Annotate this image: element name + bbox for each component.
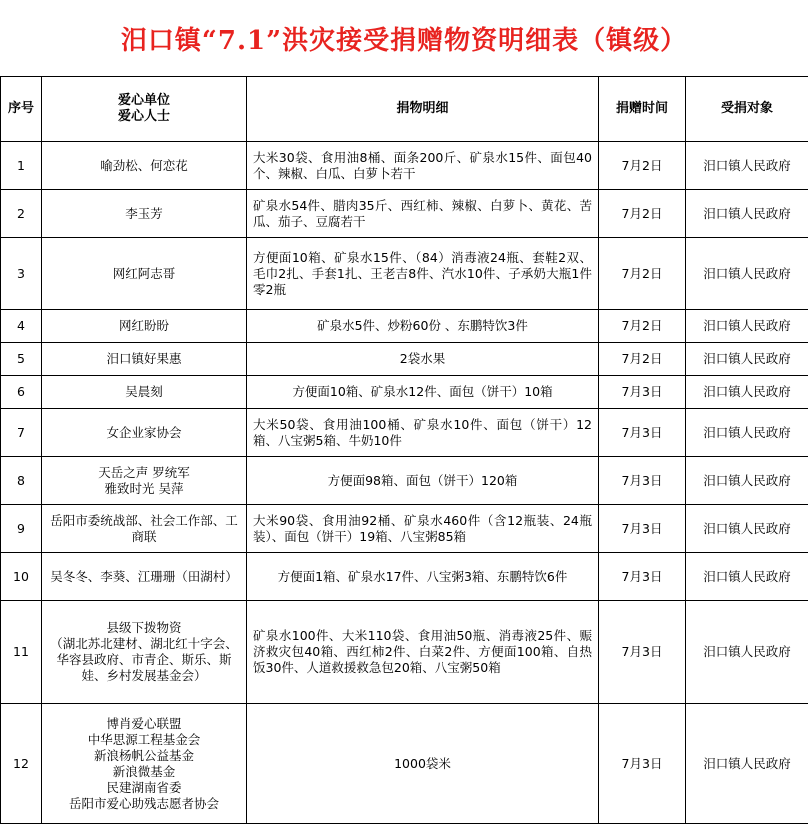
donor-line: 县级下拨物资 [46,620,242,636]
row-recipient: 汨口镇人民政府 [686,190,808,238]
row-index: 9 [1,505,42,553]
donor-line: 民建湖南省委 [46,780,242,796]
donor-line: 天岳之声 罗统军 [46,465,242,481]
row-time: 7月2日 [599,343,686,376]
row-donor [42,142,247,190]
row-recipient: 汨口镇人民政府 [686,343,808,376]
header-detail: 捐物明细 [247,77,599,142]
row-recipient: 汨口镇人民政府 [686,142,808,190]
row-time: 7月3日 [599,457,686,505]
table-row [1,142,808,190]
row-recipient: 汨口镇人民政府 [686,704,808,824]
donor-line: 李玉芳 [46,206,242,222]
table-row [1,505,808,553]
row-time: 7月2日 [599,238,686,310]
table-row [1,704,808,824]
donor-line: 网红阿志哥 [46,266,242,282]
table-row [1,310,808,343]
row-index: 7 [1,409,42,457]
row-index: 8 [1,457,42,505]
row-index: 3 [1,238,42,310]
row-time: 7月2日 [599,142,686,190]
row-detail: 方便面1箱、矿泉水17件、八宝粥3箱、东鹏特饮6件 [247,553,599,601]
header-donor-line1: 爱心单位 [46,93,242,109]
donor-line: 吴晨刻 [46,384,242,400]
row-detail: 大米90袋、食用油92桶、矿泉水460件（含12瓶装、24瓶装）、面包（饼干）19箱、八宝粥85箱 [247,505,599,553]
row-time: 7月2日 [599,190,686,238]
donation-table [0,76,808,824]
row-time: 7月3日 [599,505,686,553]
row-donor [42,457,247,505]
page-title: 汨口镇“7.1”洪灾接受捐赠物资明细表（镇级） [0,0,808,76]
donor-line: 喻劲松、何恋花 [46,158,242,174]
table-row [1,601,808,704]
row-donor [42,505,247,553]
table-row [1,238,808,310]
row-donor [42,343,247,376]
header-donor [42,77,247,142]
table-row [1,409,808,457]
donor-line: 雅致时光 吴萍 [46,481,242,497]
header-donor-line2: 爱心人士 [46,109,242,125]
row-time: 7月2日 [599,310,686,343]
row-recipient: 汨口镇人民政府 [686,553,808,601]
row-donor [42,553,247,601]
row-index: 4 [1,310,42,343]
donor-line: 吴冬冬、李葵、江珊珊（田湖村） [46,569,242,585]
row-time: 7月3日 [599,704,686,824]
donor-line: 博肖爱心联盟 [46,716,242,732]
donor-line: 岳阳市委统战部、社会工作部、工商联 [46,513,242,545]
table-row [1,376,808,409]
header-recipient: 受捐对象 [686,77,808,142]
donor-line: 中华思源工程基金会 [46,732,242,748]
row-recipient: 汨口镇人民政府 [686,376,808,409]
row-donor [42,376,247,409]
table-row [1,190,808,238]
row-detail: 大米50袋、食用油100桶、矿泉水10件、面包（饼干）12箱、八宝粥5箱、牛奶10件 [247,409,599,457]
row-detail: 大米30袋、食用油8桶、面条200斤、矿泉水15件、面包40个、辣椒、白瓜、白萝卜若干 [247,142,599,190]
row-donor [42,190,247,238]
row-donor [42,409,247,457]
row-donor [42,601,247,704]
row-detail: 矿泉水54件、腊肉35斤、西红柿、辣椒、白萝卜、黄花、苦瓜、茄子、豆腐若干 [247,190,599,238]
row-index: 12 [1,704,42,824]
row-donor [42,238,247,310]
header-time: 捐赠时间 [599,77,686,142]
row-time: 7月3日 [599,409,686,457]
table-row [1,553,808,601]
donor-line: 网红盼盼 [46,318,242,334]
row-recipient: 汨口镇人民政府 [686,310,808,343]
row-recipient: 汨口镇人民政府 [686,238,808,310]
header-row [1,77,808,142]
row-recipient: 汨口镇人民政府 [686,409,808,457]
header-index: 序号 [1,77,42,142]
row-recipient: 汨口镇人民政府 [686,457,808,505]
donor-line: 岳阳市爱心助残志愿者协会 [46,796,242,812]
row-detail: 方便面10箱、矿泉水15件、（84）消毒液24瓶、套鞋2双、毛巾2扎、手套1扎、王老吉8件、汽水10件、子承奶大瓶1件零2瓶 [247,238,599,310]
row-detail: 方便面98箱、面包（饼干）120箱 [247,457,599,505]
row-index: 10 [1,553,42,601]
donor-line: 新浪杨帆公益基金 [46,748,242,764]
donor-line: 汨口镇好果惠 [46,351,242,367]
row-index: 11 [1,601,42,704]
row-time: 7月3日 [599,601,686,704]
donor-line: 新浪微基金 [46,764,242,780]
row-detail: 矿泉水100件、大米110袋、食用油50瓶、消毒液25件、赈济救灾包40箱、西红柿2件、白菜2件、方便面100箱、自热饭30件、人道救援救急包20箱、八宝粥50箱 [247,601,599,704]
table-row [1,343,808,376]
row-index: 2 [1,190,42,238]
row-detail: 2袋水果 [247,343,599,376]
donor-line: 女企业家协会 [46,425,242,441]
row-detail: 方便面10箱、矿泉水12件、面包（饼干）10箱 [247,376,599,409]
row-recipient: 汨口镇人民政府 [686,601,808,704]
row-index: 6 [1,376,42,409]
donor-line: （湖北苏北建材、湖北红十字会、华容县政府、市青企、斯乐、斯娃、乡村发展基金会） [46,636,242,684]
row-index: 1 [1,142,42,190]
row-donor [42,310,247,343]
row-index: 5 [1,343,42,376]
row-time: 7月3日 [599,553,686,601]
row-recipient: 汨口镇人民政府 [686,505,808,553]
table-row [1,457,808,505]
row-time: 7月3日 [599,376,686,409]
row-detail: 矿泉水5件、炒粉60份 、东鹏特饮3件 [247,310,599,343]
row-donor [42,704,247,824]
row-detail: 1000袋米 [247,704,599,824]
